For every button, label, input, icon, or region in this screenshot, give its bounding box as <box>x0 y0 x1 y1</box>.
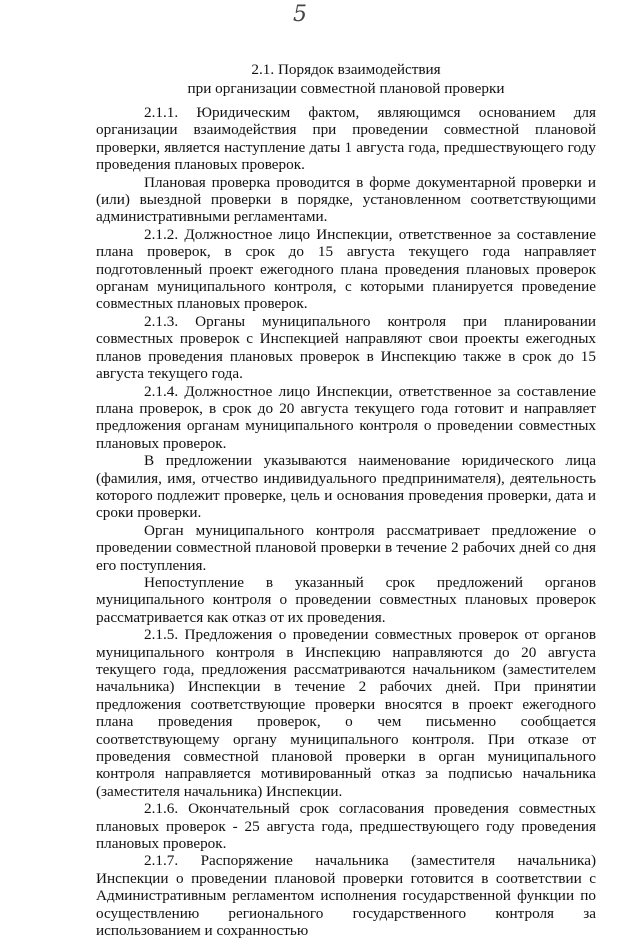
page-number: 5 <box>293 2 307 27</box>
section-heading <box>96 60 596 98</box>
paragraph-2-1-5: 2.1.5. Предложения о проведении совместных проверок от органов муниципального контроля в Инспекцию направляются до 20 августа текущего года, предложения рассматриваются начальником (заместителем начальника) Инспекции в течение 2 рабочих дней. При принятии предложения соответствующие проверки вносятся в проект ежегодного плана проведения проверок, о чем письменно сообщается соответствующему органу муниципального контроля. При отказе от проведения совместной плановой проверки в орган муниципального контроля направляется мотивированный отказ за подписью начальника (заместителя начальника) Инспекции. <box>96 626 596 800</box>
paragraph-proposal-contents: В предложении указываются наименование юридического лица (фамилия, имя, отчество индивидуального предпринимателя), деятельность которого подлежит проверке, цель и основания проведения проверки, дата и сроки проверки. <box>96 452 596 522</box>
paragraph-2-1-1: 2.1.1. Юридическим фактом, являющимся основанием для организации взаимодействия при проведении совместной плановой проверки, является наступление даты 1 августа года, предшествующего году проведения плановых проверок. <box>96 104 596 174</box>
paragraph-2-1-4: 2.1.4. Должностное лицо Инспекции, ответственное за составление плана проверок, в срок до 20 августа текущего года готовит и направляет предложения органам муниципального контроля о проведении совместных плановых проверок. <box>96 382 596 452</box>
paragraph-2-1-6: 2.1.6. Окончательный срок согласования проведения совместных плановых проверок - 25 августа года, предшествующего году проведения плановых проверок. <box>96 800 596 853</box>
paragraph-proposal-review: Орган муниципального контроля рассматривает предложение о проведении совместной плановой проверки в течение 2 рабочих дней со дня его поступления. <box>96 521 596 574</box>
paragraph-2-1-3: 2.1.3. Органы муниципального контроля при планировании совместных проверок с Инспекцией направляют свои проекты ежегодных планов проведения плановых проверок в Инспекцию также в срок до 15 августа текущего года. <box>96 312 596 383</box>
document-body <box>96 104 596 940</box>
paragraph-2-1-2: 2.1.2. Должностное лицо Инспекции, ответственное за составление плана проверок, в срок до 15 августа текущего года направляет подготовленный проект ежегодного плана проведения плановых проверок органам муниципального контроля, с которыми планируется проведение совместных плановых проверок. <box>96 225 596 313</box>
paragraph-non-receipt: Непоступление в указанный срок предложений органов муниципального контроля о проведении совместных плановых проверок рассматривается как отказ от их проведения. <box>96 573 596 626</box>
paragraph-2-1-7: 2.1.7. Распоряжение начальника (заместителя начальника) Инспекции о проведении плановой проверки готовится в соответствии с Административным регламентом исполнения государственной функции по осуществлению регионального государственного контроля за использованием и сохранностью <box>96 852 596 940</box>
heading-line-1: 2.1. Порядок взаимодействия <box>251 61 441 78</box>
heading-line-2: при организации совместной плановой проверки <box>187 80 505 97</box>
paragraph-inspection-form: Плановая проверка проводится в форме документарной проверки и (или) выездной проверки в порядке, установленном соответствующими административными регламентами. <box>96 173 596 226</box>
